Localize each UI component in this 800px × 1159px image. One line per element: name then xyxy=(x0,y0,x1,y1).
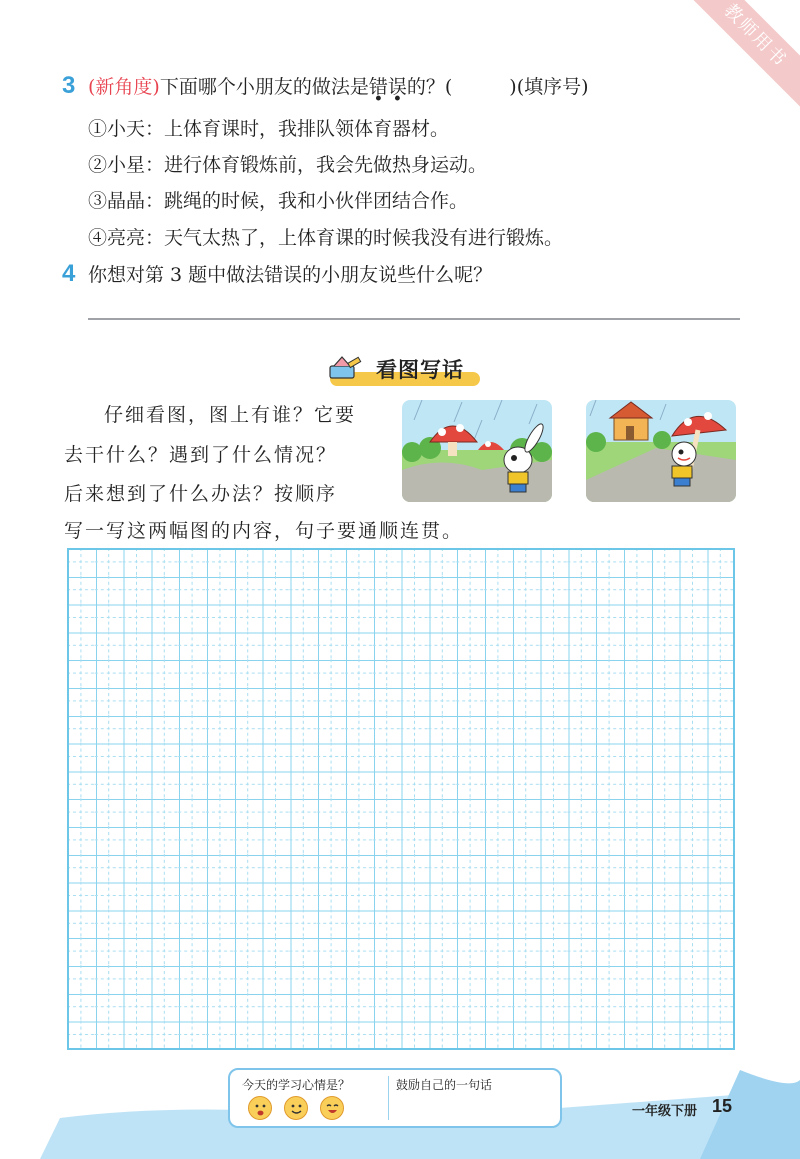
laugh-face-icon[interactable] xyxy=(320,1096,344,1120)
grade-label: 一年级下册 xyxy=(632,1104,698,1119)
mood-label: 今天的学习心情是？ xyxy=(242,1078,351,1092)
encourage-label: 鼓励自己的一句话 xyxy=(396,1078,493,1092)
option-3: ③晶晶：跳绳的时候，我和小伙伴团结合作。 xyxy=(88,190,469,212)
section-title-text: 看图写话 xyxy=(376,358,464,382)
grid-dashed-guides xyxy=(67,548,735,1050)
emphasis-char-2: 误 xyxy=(387,76,407,98)
prompt-line-3: 后来想到了什么办法？按顺序 xyxy=(64,483,338,505)
section-title xyxy=(322,352,482,388)
option-1: ①小天：上体育课时，我排队领体育器材。 xyxy=(88,118,450,140)
page-number: 15 xyxy=(712,1096,733,1116)
divider xyxy=(388,1076,389,1120)
teacher-edition-tag: 教师用书 xyxy=(682,0,800,109)
prompt-line-4: 写一写这两幅图的内容，句子要通顺连贯。 xyxy=(64,520,464,542)
question-text-b: 的？( )(填序号) xyxy=(406,76,589,98)
writing-icon xyxy=(328,354,362,382)
rabbit-mushroom-umbrella-picture-2 xyxy=(586,400,736,502)
question-text: 你想对第 3 题中做法错误的小朋友说些什么呢？ xyxy=(88,264,493,286)
question-text-a: 下面哪个小朋友的做法是 xyxy=(159,76,369,98)
smile-face-icon[interactable] xyxy=(284,1096,308,1120)
question-number: 4 xyxy=(62,260,76,287)
mood-panel xyxy=(228,1068,562,1128)
prompt-line-1: 仔细看图，图上有谁？它要 xyxy=(104,404,357,426)
question-3 xyxy=(62,72,589,100)
question-4 xyxy=(62,260,492,288)
option-2: ②小星：进行体育锻炼前，我会先做热身运动。 xyxy=(88,154,488,176)
sad-face-icon[interactable] xyxy=(248,1096,272,1120)
emphasis-char-1: 错 xyxy=(368,76,388,98)
answer-line[interactable] xyxy=(88,318,740,320)
prompt-line-2: 去干什么？遇到了什么情况？ xyxy=(64,444,338,466)
question-number: 3 xyxy=(62,72,76,99)
question-tag: (新角度) xyxy=(88,76,160,98)
option-4: ④亮亮：天气太热了，上体育课的时候我没有进行锻炼。 xyxy=(88,227,564,249)
rabbit-rain-picture-1 xyxy=(402,400,552,502)
